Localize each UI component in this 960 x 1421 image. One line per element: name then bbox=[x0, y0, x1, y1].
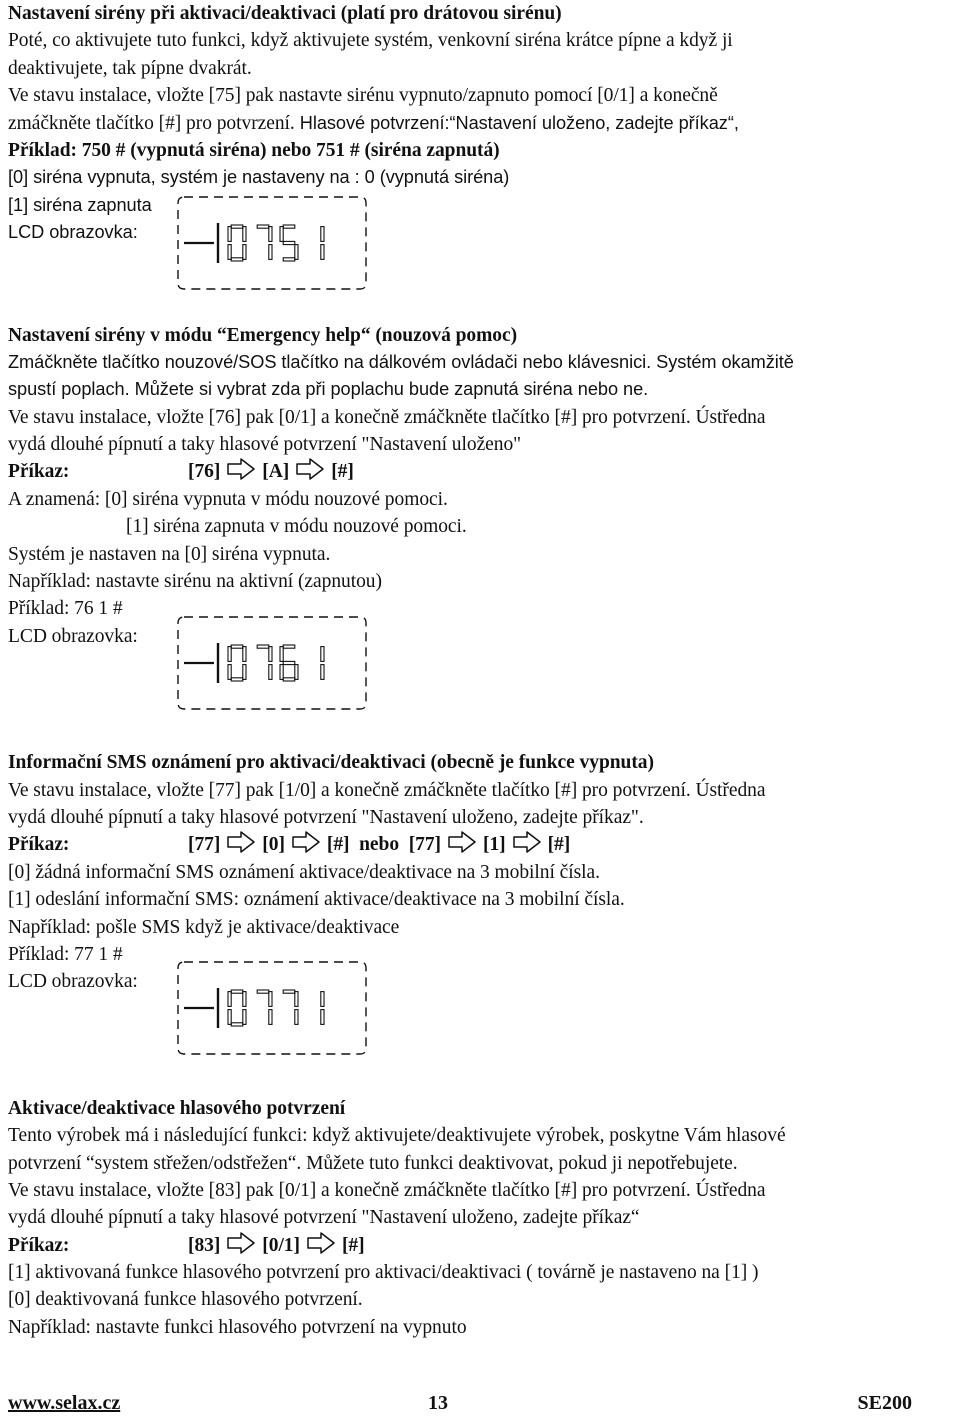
lcd-display bbox=[172, 193, 372, 293]
paragraph-line: vydá dlouhé pípnutí a taky hlasové potvrzení "Nastavení uloženo" bbox=[8, 434, 522, 456]
command-label: Příkaz: bbox=[8, 461, 70, 483]
model-name: SE200 bbox=[857, 1392, 912, 1414]
paragraph-line: Ve stavu instalace, vložte [75] pak nastavte sirénu vypnuto/zapnuto pomocí [0/1] a konečně bbox=[8, 85, 718, 107]
paragraph-text: zmáčkněte tlačítko [#] pro potvrzení. bbox=[8, 112, 295, 134]
arrow-right-icon bbox=[226, 1232, 256, 1262]
section-heading: Informační SMS oznámení pro aktivaci/deaktivaci (obecně je funkce vypnuta) bbox=[8, 752, 654, 774]
example-intro: Například: nastavte sirénu na aktivní (zapnutou) bbox=[8, 571, 382, 593]
page-footer bbox=[8, 1392, 930, 1420]
paragraph-line: potvrzení “system střežen/odstřežen“. Můžete tuto funkci deaktivovat, pokud ji nepotřebujete. bbox=[8, 1152, 738, 1174]
lcd-digits bbox=[172, 958, 372, 1058]
command-label: Příkaz: bbox=[8, 834, 70, 856]
example-intro: Například: nastavte funkci hlasového potvrzení na vypnuto bbox=[8, 1316, 467, 1338]
arrow-right-icon bbox=[512, 831, 542, 861]
lcd-row bbox=[8, 219, 958, 246]
command-token: [#] bbox=[326, 834, 350, 856]
page-number: 13 bbox=[428, 1392, 448, 1414]
command-token: [#] bbox=[341, 1234, 365, 1256]
paragraph-line: Ve stavu instalace, vložte [76] pak [0/1] a konečně zmáčkněte tlačítko [#] pro potvrzení. Ústředna bbox=[8, 406, 766, 428]
command-token: [#] bbox=[331, 461, 354, 483]
arrow-right-icon bbox=[295, 458, 325, 488]
command-line bbox=[8, 458, 958, 485]
command-token: [1] bbox=[483, 834, 506, 856]
default-line: Systém je nastaven na [0] siréna vypnuta. bbox=[8, 543, 331, 565]
arrow-right-icon bbox=[306, 1232, 336, 1262]
command-token: [0] bbox=[262, 834, 285, 856]
paragraph-line: deaktivujete, tak pípne dvakrát. bbox=[8, 57, 252, 79]
example-line: Příklad: 76 1 # bbox=[8, 598, 123, 620]
meaning-line: [1] siréna zapnuta v módu nouzové pomoci. bbox=[126, 516, 467, 538]
lcd-digits bbox=[172, 193, 372, 293]
section-heading: Aktivace/deaktivace hlasového potvrzení bbox=[8, 1097, 346, 1119]
meaning-line: A znamená: [0] siréna vypnuta v módu nouzové pomoci. bbox=[8, 488, 448, 510]
website-link[interactable]: www.selax.cz bbox=[8, 1392, 121, 1414]
paragraph-line: vydá dlouhé pípnutí a taky hlasové potvrzení "Nastavení uloženo, zadejte příkaz". bbox=[8, 806, 644, 828]
example-line: Příklad: 750 # (vypnutá siréna) nebo 751 # (siréna zapnutá) bbox=[8, 139, 500, 161]
example-line: Příklad: 77 1 # bbox=[8, 943, 123, 965]
lcd-row bbox=[8, 623, 958, 650]
option-line: [1] aktivovaná funkce hlasového potvrzení pro aktivaci/deaktivaci ( továrně je nastaveno na [1] ) bbox=[8, 1262, 759, 1284]
section-heading: Nastavení sirény při aktivaci/deaktivaci (platí pro drátovou sirénu) bbox=[8, 3, 562, 24]
command-line bbox=[8, 831, 958, 858]
option-line: [0] deaktivovaná funkce hlasového potvrzení. bbox=[8, 1289, 363, 1311]
lcd-display bbox=[172, 958, 372, 1058]
lcd-digits bbox=[172, 613, 372, 713]
option-line: [1] siréna zapnuta bbox=[8, 194, 152, 215]
paragraph-line: Tento výrobek má i následující funkci: když aktivujete/deaktivujete výrobek, poskytne Vám hlasové bbox=[8, 1125, 786, 1147]
option-line: [0] siréna vypnuta, systém je nastaveny na : 0 (vypnutá siréna) bbox=[8, 167, 510, 188]
command-token: [77] bbox=[188, 834, 221, 856]
paragraph-line: Ve stavu instalace, vložte [83] pak [0/1] a konečně zmáčkněte tlačítko [#] pro potvrzení. Ústředna bbox=[8, 1179, 766, 1201]
voice-confirmation-text: Hlasové potvrzení:“Nastavení uloženo, zadejte příkaz“, bbox=[294, 112, 739, 133]
lcd-row bbox=[8, 968, 958, 995]
command-token: [77] bbox=[408, 834, 441, 856]
command-join: nebo bbox=[359, 834, 400, 856]
lcd-label: LCD obrazovka: bbox=[8, 971, 138, 993]
command-line bbox=[8, 1232, 958, 1259]
paragraph-line: Ve stavu instalace, vložte [77] pak [1/0] a konečně zmáčkněte tlačítko [#] pro potvrzení. Ústředna bbox=[8, 779, 766, 801]
lcd-label: LCD obrazovka: bbox=[8, 625, 138, 647]
paragraph-line: vydá dlouhé pípnutí a taky hlasové potvrzení "Nastavení uloženo, zadejte příkaz“ bbox=[8, 1207, 640, 1229]
arrow-right-icon bbox=[447, 831, 477, 861]
command-token: [83] bbox=[188, 1234, 221, 1256]
paragraph-line: Poté, co aktivujete tuto funkci, když aktivujete systém, venkovní siréna krátce pípne a když ji bbox=[8, 30, 733, 52]
lcd-label: LCD obrazovka: bbox=[8, 222, 138, 243]
command-token: [A] bbox=[262, 461, 290, 483]
manual-page bbox=[8, 0, 958, 1341]
section-heading: Nastavení sirény v módu “Emergency help“ (nouzová pomoc) bbox=[8, 324, 518, 346]
option-line: [0] žádná informační SMS oznámení aktivace/deaktivace na 3 mobilní čísla. bbox=[8, 861, 600, 883]
option-line: [1] odeslání informační SMS: oznámení aktivace/deaktivace na 3 mobilní čísla. bbox=[8, 889, 625, 911]
arrow-right-icon bbox=[226, 831, 256, 861]
lcd-display bbox=[172, 613, 372, 713]
command-label: Příkaz: bbox=[8, 1234, 70, 1256]
command-token: [#] bbox=[547, 834, 571, 856]
example-intro: Například: pošle SMS když je aktivace/deaktivace bbox=[8, 916, 400, 938]
arrow-right-icon bbox=[226, 458, 256, 488]
command-token: [76] bbox=[188, 461, 221, 483]
paragraph-line: spustí poplach. Můžete si vybrat zda při poplachu bude zapnutá siréna nebo ne. bbox=[8, 379, 649, 400]
command-token: [0/1] bbox=[262, 1234, 300, 1256]
paragraph-line bbox=[8, 110, 958, 137]
arrow-right-icon bbox=[291, 831, 321, 861]
paragraph-line: Zmáčkněte tlačítko nouzové/SOS tlačítko na dálkovém ovládači nebo klávesnici. Systém okamžitě bbox=[8, 351, 794, 372]
